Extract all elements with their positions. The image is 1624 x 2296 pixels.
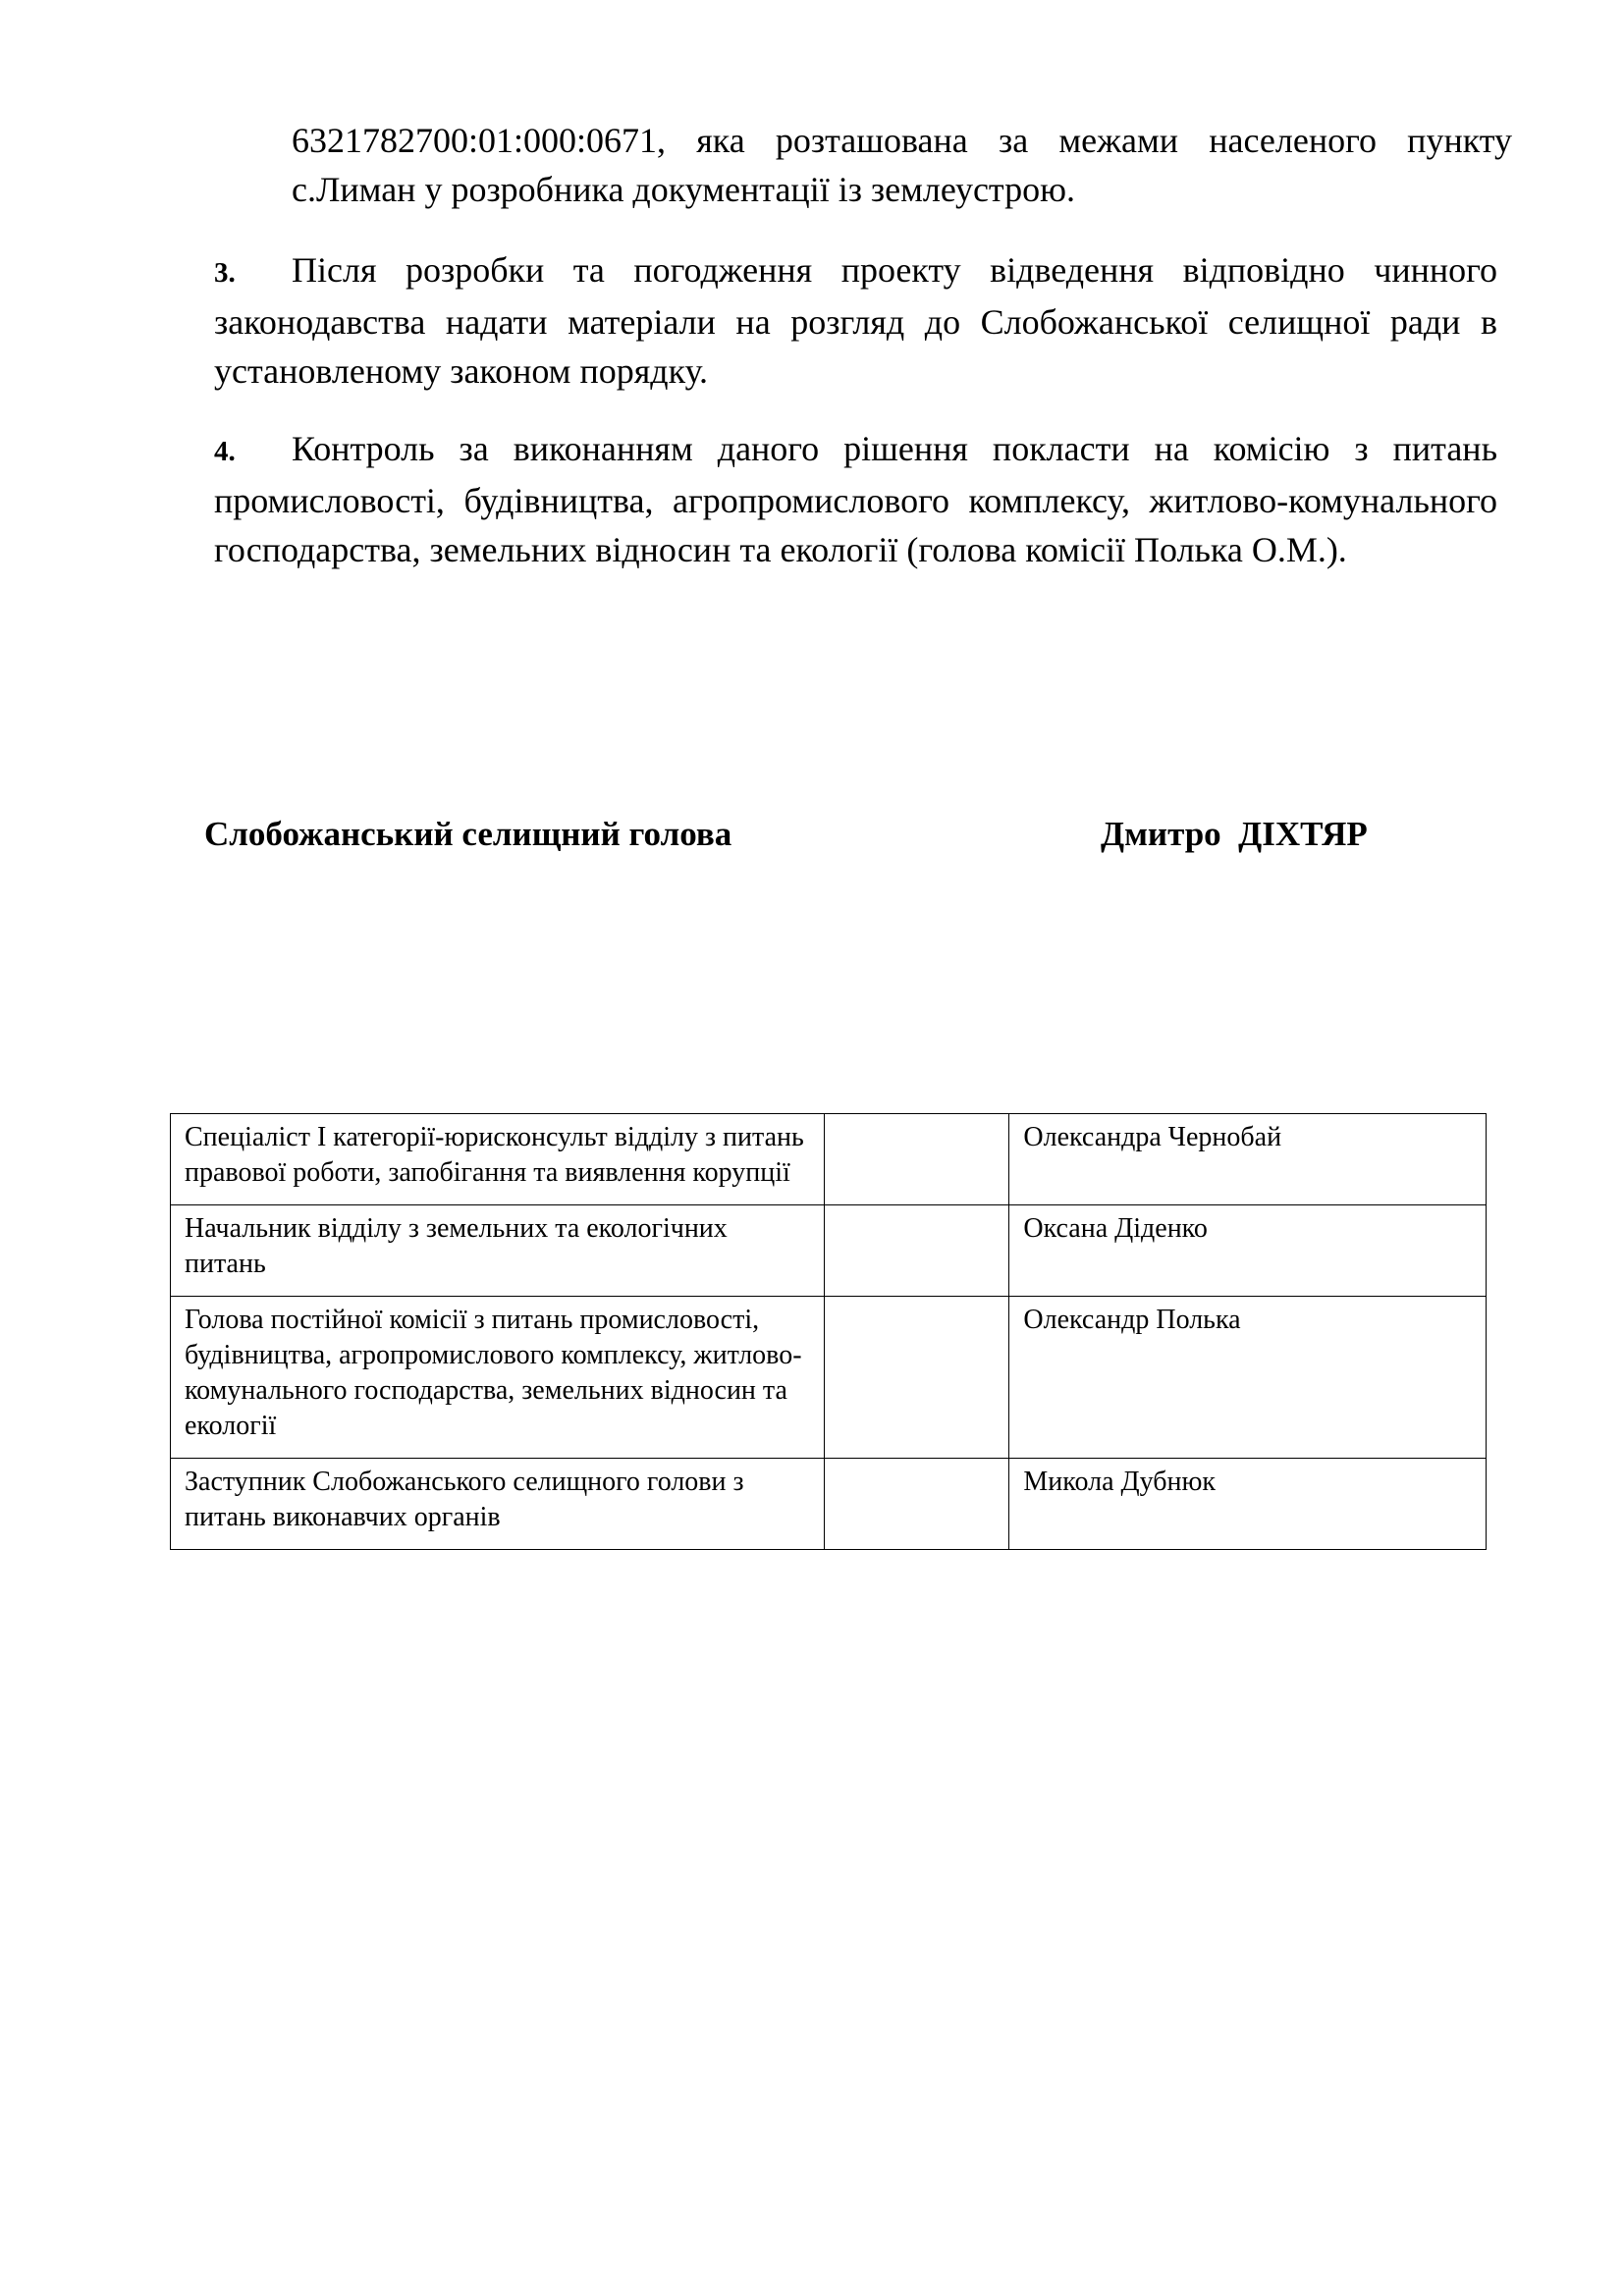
item-4-number: 4.	[214, 436, 236, 467]
approval-signature-cell	[825, 1459, 1009, 1550]
paragraph-item-3	[214, 245, 1497, 396]
approval-name: Оксана Діденко	[1009, 1205, 1487, 1297]
paragraph-continuation-text: 6321782700:01:000:0671, яка розташована за межами населеного пункту с.Лиман у розробника документації із землеустрою.	[292, 121, 1512, 209]
approval-name: Микола Дубнюк	[1009, 1459, 1487, 1550]
table-row	[171, 1459, 1487, 1550]
paragraph-item-4	[214, 424, 1497, 574]
approval-position: Голова постійної комісії з питань промисловості, будівництва, агропромислового комплексу, житлово-комунального господарства, земельних відносин та екології	[171, 1297, 825, 1459]
approval-signature-cell	[825, 1114, 1009, 1205]
item-4-text: Контроль за виконанням даного рішення покласти на комісію з питань промисловості, будівництва, агропромислового комплексу, житлово-комунального господарства, земельних відносин та екології (голова комісії Полька О.М.).	[214, 429, 1497, 569]
approval-name: Олександр Полька	[1009, 1297, 1487, 1459]
item-3-text: Після розробки та погодження проекту відведення відповідно чинного законодавства надати матеріали на розгляд до Слобожанської селищної ради в установленому законом порядку.	[214, 250, 1497, 391]
table-row	[171, 1114, 1487, 1205]
approval-position: Заступник Слобожанського селищного голови з питань виконавчих органів	[171, 1459, 825, 1550]
paragraph-continuation	[292, 116, 1512, 214]
approval-name: Олександра Чернобай	[1009, 1114, 1487, 1205]
approval-table	[170, 1113, 1487, 1550]
approval-signature-cell	[825, 1205, 1009, 1297]
signature-title: Слобожанський селищний голова	[204, 815, 732, 853]
table-row	[171, 1205, 1487, 1297]
approval-position: Спеціаліст І категорії-юрисконсульт відділу з питань правової роботи, запобігання та виявлення корупції	[171, 1114, 825, 1205]
item-3-number: 3.	[214, 257, 236, 289]
signature-name: Дмитро ДІХТЯР	[1101, 815, 1368, 853]
table-row	[171, 1297, 1487, 1459]
approval-signature-cell	[825, 1297, 1009, 1459]
approval-position: Начальник відділу з земельних та екологічних питань	[171, 1205, 825, 1297]
